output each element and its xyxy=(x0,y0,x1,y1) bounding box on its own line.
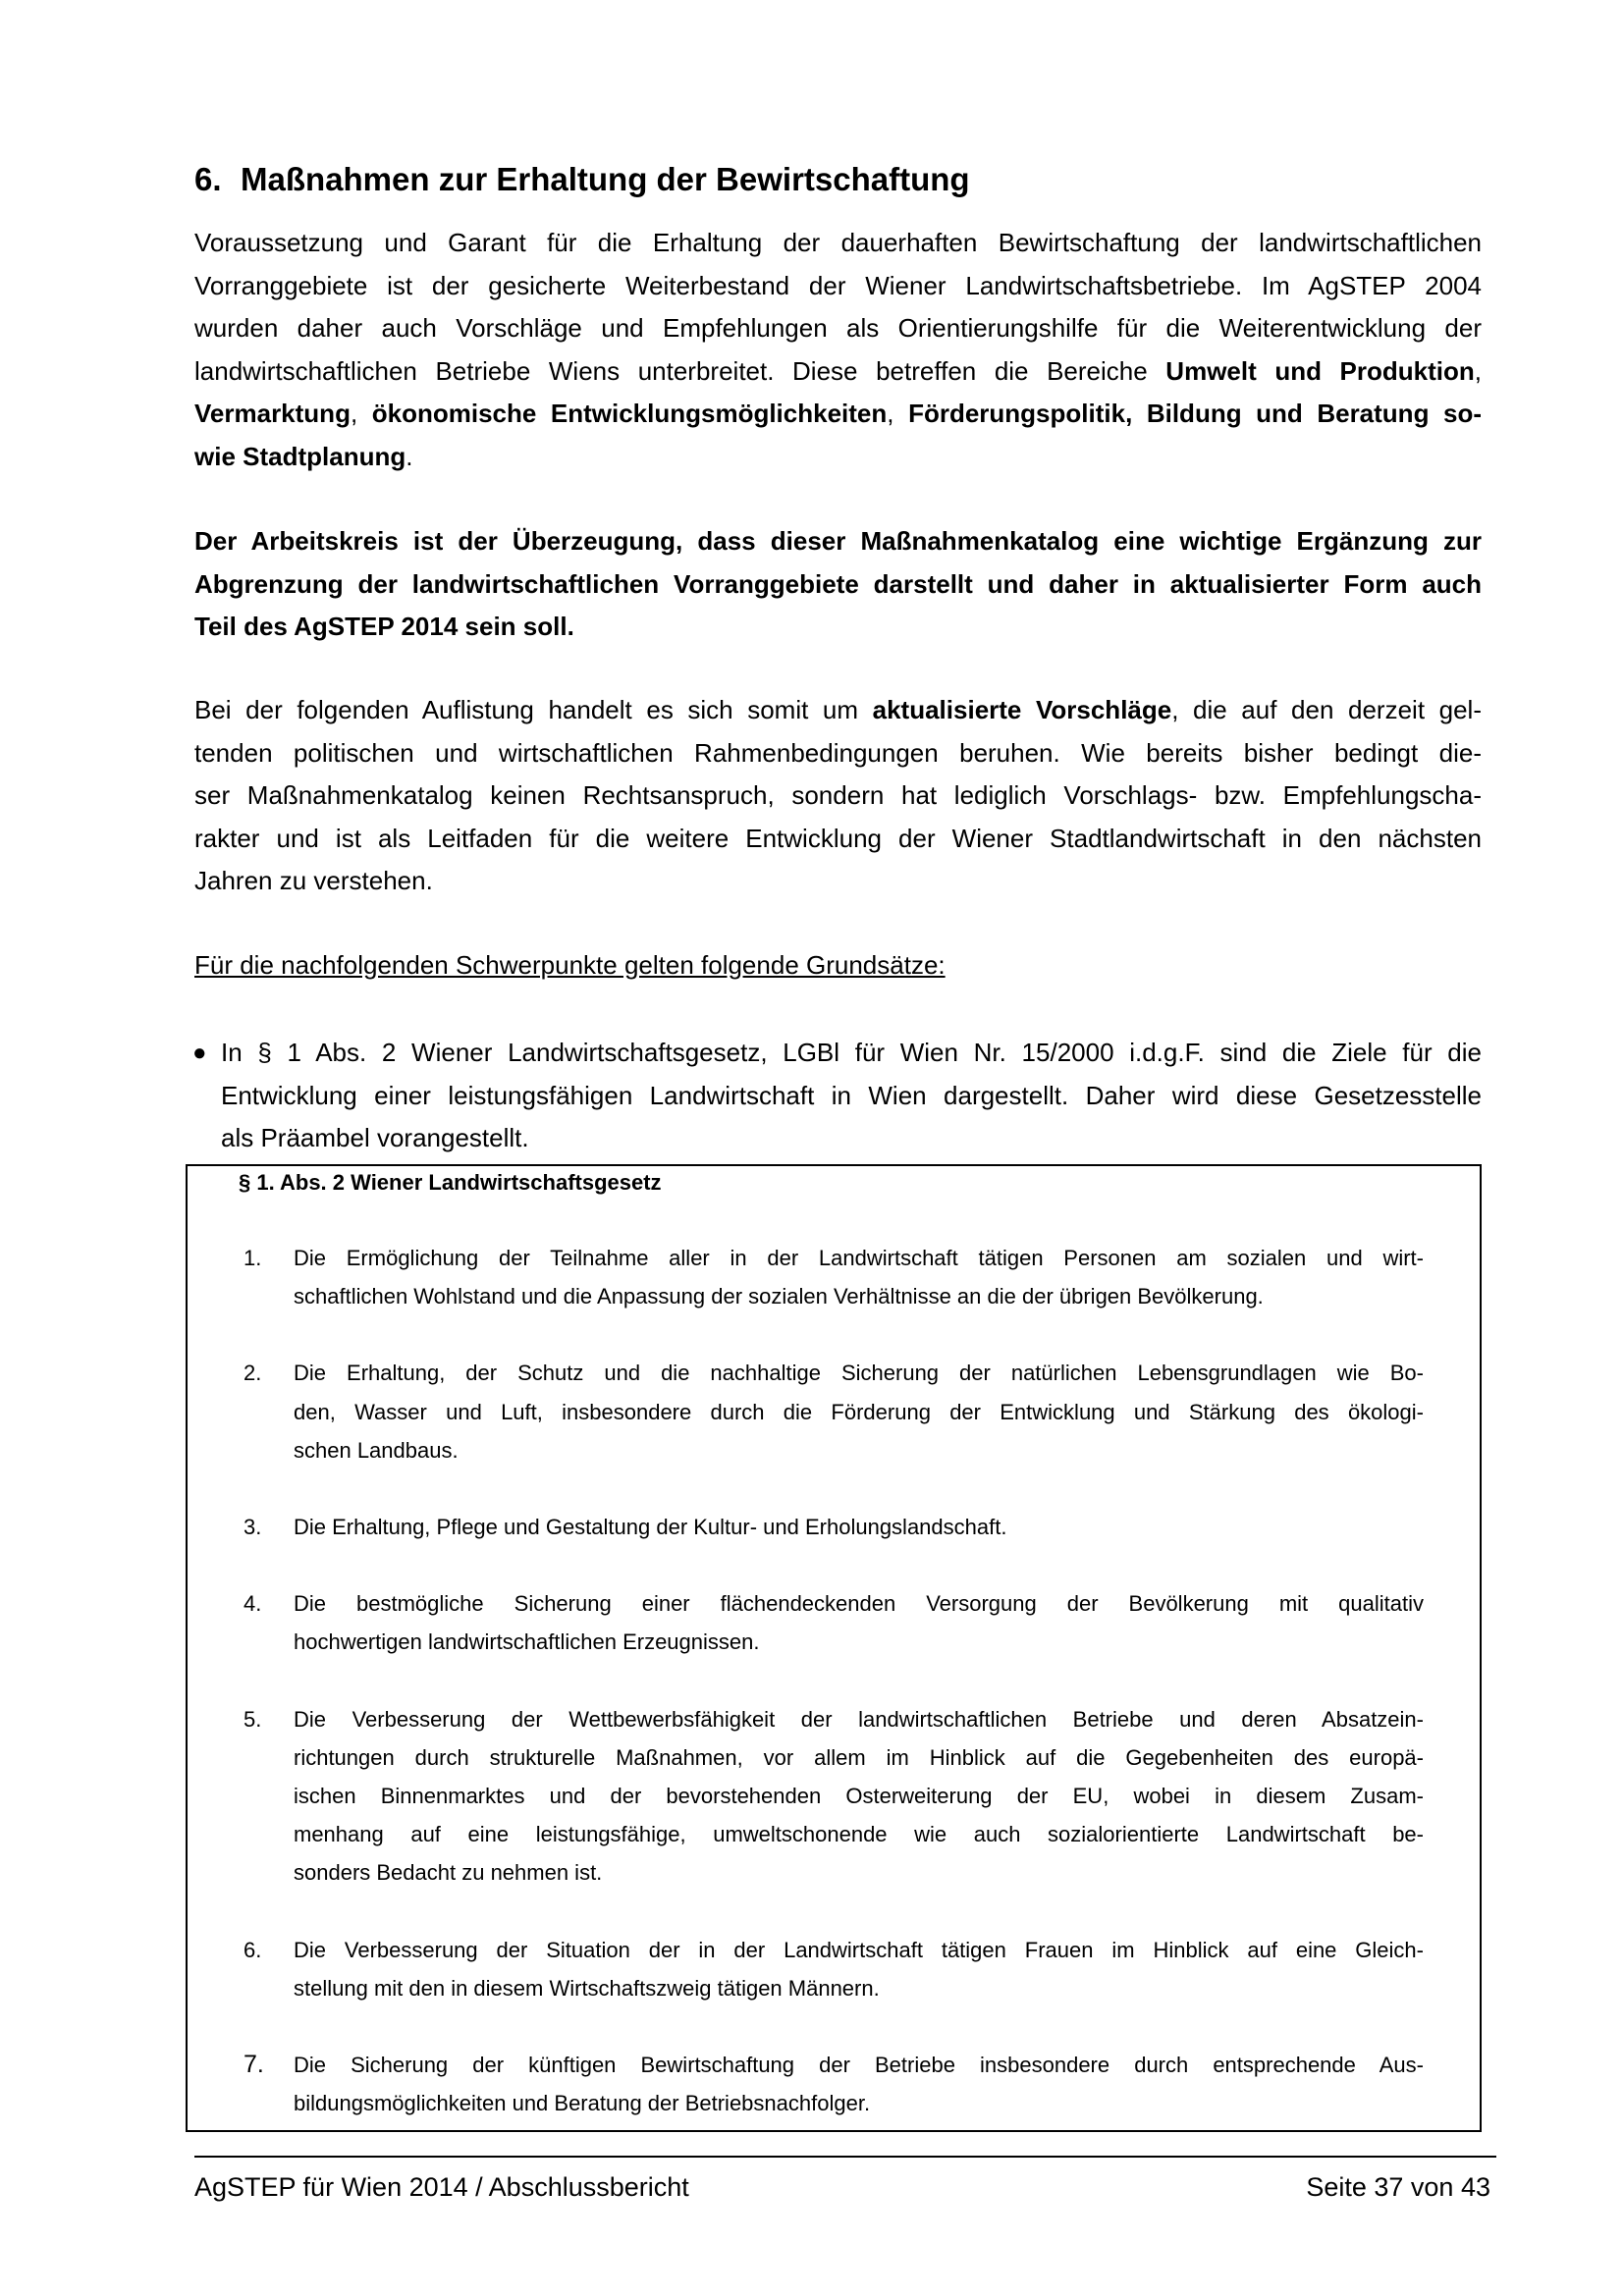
bold-text-run: Abgrenzung der landwirtschaftlichen Vorranggebiete darstellt und daher in aktualisierter Form auch xyxy=(194,568,1482,599)
text-run: , xyxy=(1474,355,1483,386)
text-run: Bei der folgenden Auflistung handelt es sich somit um xyxy=(194,695,873,724)
intro-paragraph xyxy=(194,222,1482,479)
footer-page-number: Seite 37 von 43 xyxy=(1306,2172,1490,2202)
text-run: wurden daher auch Vorschläge und Empfehlungen als Orientierungshilfe für die Weiterentwicklung der xyxy=(194,313,1482,344)
law-item-text xyxy=(294,1508,1424,1546)
principles-heading: Für die nachfolgenden Schwerpunkte gelten folgende Grundsätze: xyxy=(194,950,946,980)
law-list-item xyxy=(188,1239,1480,1315)
text-line: schaftlichen Wohlstand und die Anpassung der sozialen Verhältnisse an die der übrigen Bevölkerung. xyxy=(294,1284,1264,1309)
bullet-icon: ● xyxy=(192,1040,207,1066)
text-line xyxy=(194,265,1482,308)
law-list-item xyxy=(188,1354,1480,1469)
law-list-item xyxy=(188,1700,1480,1893)
footer-document-title: AgSTEP für Wien 2014 / Abschlussbericht xyxy=(194,2172,689,2202)
text-line xyxy=(194,860,1482,903)
section-number: 6. xyxy=(194,161,222,197)
law-item-text xyxy=(294,2046,1424,2122)
text-line: Entwicklung einer leistungsfähigen Landwirtschaft in Wien dargestellt. Daher wird diese Gesetzesstelle xyxy=(221,1080,1482,1110)
text-line xyxy=(194,520,1482,563)
law-list xyxy=(188,1239,1480,2122)
law-item-number: 7. xyxy=(243,2051,264,2079)
text-line: menhang auf eine leistungsfähige, umweltschonende wie auch sozialorientierte Landwirtschaft be- xyxy=(294,1822,1424,1847)
law-box-title: § 1. Abs. 2 Wiener Landwirtschaftsgesetz xyxy=(239,1170,662,1195)
text-run: . xyxy=(406,441,413,471)
text-line: den, Wasser und Luft, insbesondere durch die Förderung der Entwicklung und Stärkung des ökologi- xyxy=(294,1399,1424,1424)
law-item-number: 5. xyxy=(243,1706,262,1732)
text-line xyxy=(194,689,1482,732)
law-item-text xyxy=(294,1239,1424,1315)
text-run: tenden politischen und wirtschaftlichen Rahmenbedingungen beruhen. Wie bereits bisher bedingt die- xyxy=(194,737,1482,768)
text-run: , die auf den derzeit gel- xyxy=(1171,695,1482,724)
text-line xyxy=(194,307,1482,350)
text-line: richtungen durch strukturelle Maßnahmen, vor allem im Hinblick auf die Gegebenheiten des europä- xyxy=(294,1744,1424,1770)
bold-statement-paragraph xyxy=(194,520,1482,649)
update-note-paragraph xyxy=(194,689,1482,903)
bold-text-run: ökonomische Entwicklungsmöglichkeiten xyxy=(371,399,888,429)
text-line: Die Erhaltung, der Schutz und die nachhaltige Sicherung der natürlichen Lebensgrundlagen wie Bo- xyxy=(294,1361,1424,1386)
text-line xyxy=(194,732,1482,775)
text-run: rakter und ist als Leitfaden für die weitere Entwicklung der Wiener Stadtlandwirtschaft in den nächsten xyxy=(194,823,1482,853)
text-line: Die Ermöglichung der Teilnahme aller in der Landwirtschaft tätigen Personen am sozialen und wirt- xyxy=(294,1246,1424,1270)
bold-text-run: Vermarktung xyxy=(194,399,351,429)
text-line: schen Landbaus. xyxy=(294,1437,459,1463)
section-title: Maßnahmen zur Erhaltung der Bewirtschaftung xyxy=(241,161,970,197)
law-list-item xyxy=(188,2046,1480,2122)
law-list-item xyxy=(188,1584,1480,1661)
text-line: Die Verbesserung der Situation der in der Landwirtschaft tätigen Frauen im Hinblick auf eine Gleich- xyxy=(294,1937,1424,1962)
text-line: Die Verbesserung der Wettbewerbsfähigkeit der landwirtschaftlichen Betriebe und deren Absatzein- xyxy=(294,1706,1424,1732)
text-line xyxy=(194,774,1482,818)
text-run: landwirtschaftlichen Betriebe Wiens unterbreitet. Diese betreffen die Bereiche xyxy=(194,355,1166,386)
text-line: Die Erhaltung, Pflege und Gestaltung der Kultur- und Erholungslandschaft. xyxy=(294,1515,1007,1540)
bold-text-run: Teil des AgSTEP 2014 sein soll. xyxy=(194,612,574,642)
section-heading xyxy=(194,160,970,199)
law-list-item xyxy=(188,1931,1480,2007)
text-line: stellung mit den in diesem Wirtschaftszweig tätigen Männern. xyxy=(294,1975,880,2001)
text-line xyxy=(194,350,1482,394)
law-list-item xyxy=(188,1508,1480,1546)
law-item-text xyxy=(294,1354,1424,1469)
text-line: bildungsmöglichkeiten und Beratung der Betriebsnachfolger. xyxy=(294,2091,871,2116)
law-item-text xyxy=(294,1931,1424,2007)
text-line xyxy=(194,818,1482,861)
text-run: Vorranggebiete ist der gesicherte Weiterbestand der Wiener Landwirtschaftsbetriebe. Im AgSTEP 2004 xyxy=(194,270,1482,300)
law-box xyxy=(186,1164,1482,2132)
bold-text-run: Der Arbeitskreis ist der Überzeugung, dass dieser Maßnahmenkatalog eine wichtige Ergänzung zur xyxy=(194,526,1482,556)
text-run: , xyxy=(350,399,372,429)
law-item-number: 1. xyxy=(243,1246,262,1270)
law-item-number: 4. xyxy=(243,1591,262,1617)
bold-text-run: wie Stadtplanung xyxy=(194,441,406,471)
bold-text-run: aktualisierte Vorschläge xyxy=(872,695,1172,724)
text-line xyxy=(194,436,1482,479)
text-line: ischen Binnenmarktes und der bevorstehenden Osterweiterung der EU, wobei in diesem Zusam- xyxy=(294,1784,1424,1809)
text-line: Die bestmögliche Sicherung einer flächendeckenden Versorgung der Bevölkerung mit qualitativ xyxy=(294,1591,1424,1617)
text-line: hochwertigen landwirtschaftlichen Erzeugnissen. xyxy=(294,1629,760,1655)
bold-text-run: Förderungspolitik, Bildung und Beratung so- xyxy=(908,399,1482,429)
footer-rule xyxy=(194,2156,1496,2158)
text-line: In § 1 Abs. 2 Wiener Landwirtschaftsgesetz, LGBl für Wien Nr. 15/2000 i.d.g.F. sind die Ziele für die xyxy=(221,1038,1482,1067)
text-line: Die Sicherung der künftigen Bewirtschaftung der Betriebe insbesondere durch entsprechende Aus- xyxy=(294,2053,1424,2078)
text-line xyxy=(194,606,1482,649)
bold-text-run: Umwelt und Produktion xyxy=(1165,355,1475,386)
law-item-number: 6. xyxy=(243,1937,262,1962)
text-run: , xyxy=(887,399,909,429)
bullet-paragraph xyxy=(221,1032,1482,1160)
text-line xyxy=(194,563,1482,607)
law-item-number: 2. xyxy=(243,1361,262,1386)
text-line xyxy=(194,222,1482,265)
text-run: ser Maßnahmenkatalog keinen Rechtsanspruch, sondern hat lediglich Vorschlags- bzw. Empfehlungscha- xyxy=(194,780,1482,811)
text-line: sonders Bedacht zu nehmen ist. xyxy=(294,1860,603,1886)
text-line: als Präambel vorangestellt. xyxy=(221,1123,529,1153)
law-item-text xyxy=(294,1700,1424,1893)
text-run: Jahren zu verstehen. xyxy=(194,866,433,896)
law-item-number: 3. xyxy=(243,1515,262,1540)
text-line xyxy=(194,393,1482,436)
text-run: Voraussetzung und Garant für die Erhaltung der dauerhaften Bewirtschaftung der landwirtschaftlichen xyxy=(194,228,1482,257)
law-item-text xyxy=(294,1584,1424,1661)
